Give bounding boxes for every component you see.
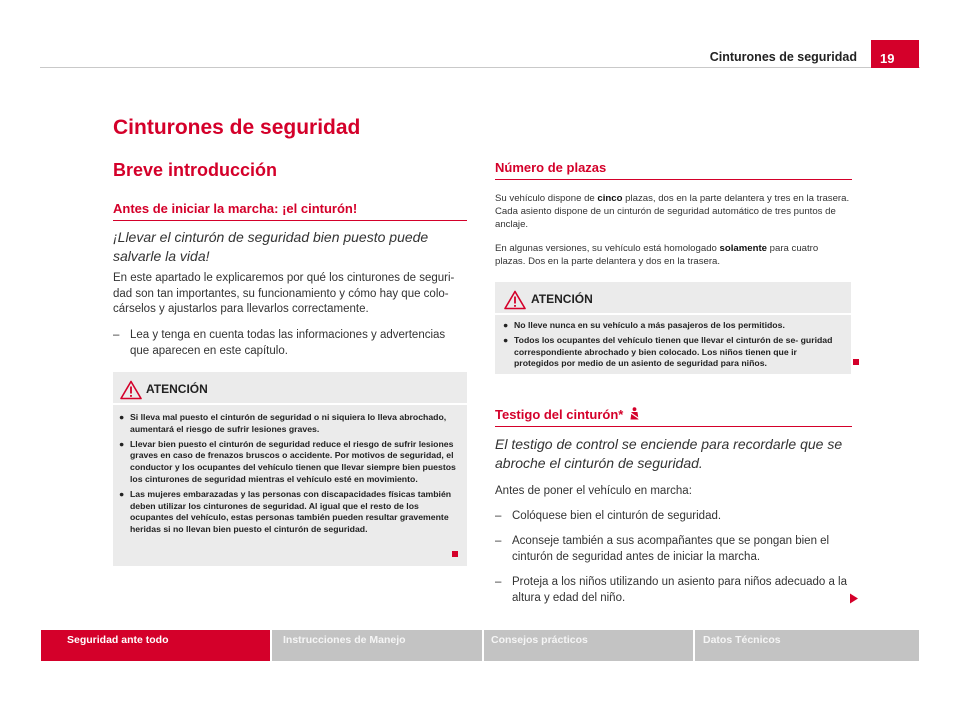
dash-marker: –	[495, 535, 502, 547]
plazas-paragraph-1	[495, 192, 850, 231]
warning-item: ● Todos los ocupantes del vehículo tienen que llevar el cinturón de se- guridad correspondiente abrochado y bien colocado. Los niños tienen que ir protegidos por medio de un asiento de seguridad para niños.	[503, 334, 833, 369]
text-span: Su vehículo dispone de	[495, 193, 598, 204]
text-span: para cuatro plazas. Dos en la parte delantera y dos en la trasera.	[495, 243, 819, 267]
warning-label: ATENCIÓN	[146, 382, 208, 396]
subhead-antes-de-iniciar: Antes de iniciar la marcha: ¡el cinturón!	[113, 201, 467, 221]
warning-triangle-icon	[120, 380, 142, 400]
warning-header	[113, 372, 467, 405]
list-item	[495, 575, 852, 606]
warning-item: ● Si lleva mal puesto el cinturón de seguridad o ni siquiera lo lleva abrochado, aumentará el riesgo de sufrir lesiones graves.	[119, 412, 447, 434]
subhead-text: Testigo del cinturón*	[495, 407, 624, 422]
warning-item: ● No lleve nunca en su vehículo a más pasajeros de los permitidos.	[503, 320, 785, 330]
warning-item-text: Si lleva mal puesto el cinturón de seguridad o ni siquiera lo lleva abrochado, aumentará el riesgo de sufrir lesiones graves.	[130, 412, 447, 434]
dash-marker: –	[495, 576, 502, 588]
text-bold: cinco	[597, 193, 623, 204]
section-end-square-icon	[853, 359, 859, 365]
next-page-arrow-icon	[849, 593, 859, 604]
warning-items	[113, 405, 467, 536]
lead-text-left: ¡Llevar el cinturón de seguridad bien puesto puede salvarle la vida!	[113, 229, 429, 264]
lead-text-right: El testigo de control se enciende para recordarle que se abroche el cinturón de seguridad.	[495, 436, 843, 471]
subhead-testigo-del-cinturon	[495, 407, 852, 427]
section-end-square-icon	[452, 551, 458, 557]
subhead-numero-de-plazas: Número de plazas	[495, 160, 852, 180]
page-title: Cinturones de seguridad	[113, 116, 361, 139]
header-rule	[40, 67, 920, 68]
text-bold: solamente	[719, 243, 767, 254]
warning-item-text: Todos los ocupantes del vehículo tienen que llevar el cinturón de se- guridad correspondiente abrochado y bien colocado. Los niños tienen que ir protegidos por medio de un asiento de seguridad para niños.	[514, 334, 833, 369]
warning-header	[495, 282, 851, 315]
list-item-text: Proteja a los niños utilizando un asiento para niños adecuado a la altura y edad del niño.	[512, 576, 848, 604]
text-span: En algunas versiones, su vehículo está homologado	[495, 243, 720, 254]
list-item	[495, 534, 852, 565]
text-span: plazas, dos en la parte delantera y tres en la trasera. Cada asiento dispone de un cinturón de seguridad automático de tres puntos de anclaje.	[495, 193, 850, 230]
warning-item: ● Llevar bien puesto el cinturón de seguridad reduce el riesgo de sufrir lesiones graves en caso de frenazos bruscos o accidente. Por motivos de seguridad, el conductor y los ocupantes del vehículo tienen que llevar siempre bien puestos los cinturones de seguridad mientras el vehículo esté en movimiento.	[119, 438, 456, 484]
warning-box-left	[113, 372, 467, 566]
list-item	[113, 328, 453, 359]
footer-tab-instrucciones[interactable]: Instrucciones de Manejo	[272, 630, 482, 661]
plazas-paragraph-2	[495, 242, 850, 268]
list-item-text: Lea y tenga en cuenta todas las informaciones y advertencias que aparecen en este capítulo.	[130, 329, 446, 357]
section-title: Breve introducción	[113, 160, 278, 180]
seatbelt-warning-icon	[629, 407, 640, 421]
warning-item-text: No lleve nunca en su vehículo a más pasajeros de los permitidos.	[514, 320, 785, 330]
testigo-intro: Antes de poner el vehículo en marcha:	[495, 485, 692, 497]
page-number: 19	[871, 40, 919, 68]
warning-box-right	[495, 282, 851, 374]
warning-item-text: Llevar bien puesto el cinturón de seguridad reduce el riesgo de sufrir lesiones graves en caso de frenazos bruscos o accidente. Por motivos de seguridad, el conductor y los ocupantes del vehículo tienen que llevar siempre bien puestos los cinturones de seguridad mientras el vehículo esté en movimiento.	[130, 438, 456, 484]
warning-item-text: Las mujeres embarazadas y las personas con discapacidades físicas también deben utilizar los cinturones de seguridad. Al igual que el resto de los ocupantes del vehículo, estas personas también pueden resultar gravemente heridas si no llevan bien puesto el cinturón de seguridad.	[130, 488, 452, 535]
warning-triangle-icon	[504, 290, 526, 310]
warning-item: ● Las mujeres embarazadas y las personas con discapacidades físicas también deben utilizar los cinturones de seguridad. Al igual que el resto de los ocupantes del vehículo, estas personas también pueden resultar gravemente heridas si no llevan bien puesto el cinturón de seguridad.	[119, 488, 452, 535]
running-header-title: Cinturones de seguridad	[709, 50, 857, 64]
list-item-text: Colóquese bien el cinturón de seguridad.	[512, 510, 722, 522]
list-item	[495, 509, 852, 525]
list-item-text: Aconseje también a sus acompañantes que se pongan bien el cinturón de seguridad antes de iniciar la marcha.	[512, 535, 830, 563]
footer-tab-seguridad[interactable]: Seguridad ante todo	[41, 630, 270, 661]
footer-tab-consejos[interactable]: Consejos prácticos	[484, 630, 693, 661]
intro-paragraph: En este apartado le explicaremos por qué los cinturones de seguri- dad son tan importantes, su funcionamiento y cómo hay que colo- cárselos y ajustarlos para llevarlos correctamente.	[113, 272, 455, 315]
footer-tab-datos-tecnicos[interactable]: Datos Técnicos	[695, 630, 919, 661]
dash-marker: –	[495, 510, 502, 522]
warning-items	[495, 315, 851, 370]
warning-label: ATENCIÓN	[531, 292, 593, 306]
dash-marker: –	[113, 329, 120, 341]
